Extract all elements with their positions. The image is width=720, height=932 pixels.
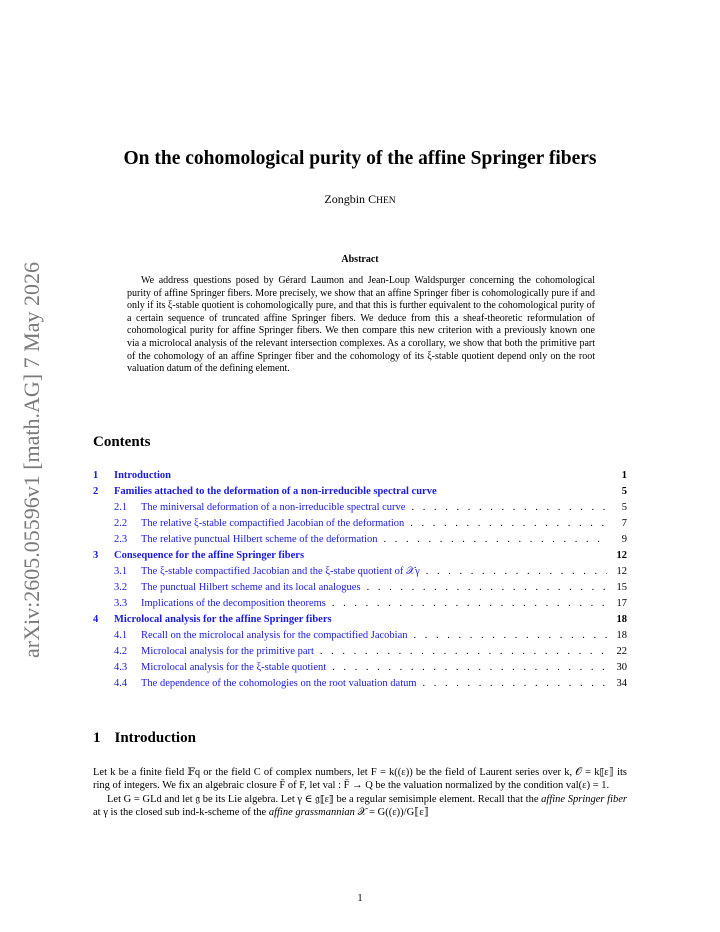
toc-title: Microlocal analysis for the ξ-stable quotient (141, 662, 327, 673)
toc-entry-4-1[interactable] (93, 630, 627, 646)
paper-title: On the cohomological purity of the affine Springer fibers (123, 148, 597, 169)
toc-page: 12 (616, 550, 627, 561)
toc-dots (332, 662, 607, 673)
toc-number: 3 (93, 550, 99, 561)
abstract-text: We address questions posed by Gérard Laumon and Jean-Loup Waldspurger concerning the cohomological purity of affine Springer fibers. More precisely, we show that an affine Springer fiber is cohomologically pure if and only if its ξ-stable quotient is cohomologically pure, and that this is further equivalent to the cohomological purity of a certain sequence of truncated affine Springer fibers. We deduce from this a sheaf-theoretic reformulation of cohomological purity for affine Springer fibers. We then compare this new criterion with a previously known one via a microlocal analysis of the relevant intersection complexes. As a corollary, we show that both the primitive part of the cohomology of an affine Springer fiber and the cohomology of its ξ-stable quotient depend only on the root valuation datum of the defining element. (127, 275, 595, 375)
section-number: 1 (93, 730, 101, 746)
toc-page: 34 (616, 678, 627, 689)
toc-number: 4.3 (114, 662, 128, 673)
toc-title: The miniversal deformation of a non-irreducible spectral curve (141, 502, 406, 513)
body-paragraph-2 (93, 793, 627, 820)
term-affine-grassmannian: affine grassmannian (268, 807, 355, 819)
toc-page: 5 (621, 502, 627, 513)
toc-number: 2 (93, 486, 99, 497)
para2-text-b: at γ is the closed sub ind-k-scheme of the (93, 807, 269, 819)
toc-dots (332, 598, 607, 609)
author-last-rest: HEN (376, 196, 396, 206)
toc-page: 30 (616, 662, 627, 673)
section-title: Introduction (114, 730, 196, 746)
toc-number: 3.2 (114, 582, 128, 593)
toc-page: 17 (616, 598, 627, 609)
toc-title: The relative punctual Hilbert scheme of the deformation (141, 534, 378, 545)
toc-page: 5 (621, 486, 627, 497)
toc-title: Consequence for the affine Springer fibers (114, 550, 305, 561)
toc-dots (383, 534, 607, 545)
contents-heading: Contents (93, 434, 151, 450)
toc-number: 4.4 (114, 678, 128, 689)
toc-dots (367, 582, 607, 593)
toc-title: Families attached to the deformation of a non-irreducible spectral curve (114, 486, 437, 497)
toc-title: Introduction (114, 470, 171, 481)
toc-page: 18 (616, 614, 627, 625)
toc-entry-3-2[interactable] (93, 582, 627, 598)
toc-title: The punctual Hilbert scheme and its local analogues (141, 582, 361, 593)
toc-number: 1 (93, 470, 99, 481)
toc-entry-4[interactable] (93, 614, 627, 630)
toc-entry-3-3[interactable] (93, 598, 627, 614)
toc-title: Microlocal analysis for the primitive part (141, 646, 314, 657)
abstract-heading: Abstract (341, 254, 379, 265)
toc-entry-1[interactable] (93, 470, 627, 486)
toc-number: 2.3 (114, 534, 128, 545)
toc-entry-2-1[interactable] (93, 502, 627, 518)
toc-entry-2-2[interactable] (93, 518, 627, 534)
body-paragraph-1: Let k be a finite field 𝔽q or the field C of complex numbers, let F = k((ε)) be the field of Laurent series over k, 𝒪 = k⟦ε⟧ its ring of integers. We fix an algebraic closure F̄ of F, let val : F̄ → Q be the valuation normalized by the condition val(ε) = 1. (93, 767, 627, 792)
toc-number: 4.1 (114, 630, 128, 641)
toc-dots (411, 502, 607, 513)
term-affine-springer-fiber: affine Springer fiber (541, 793, 627, 805)
toc-page: 1 (621, 470, 627, 481)
toc-number: 3.3 (114, 598, 128, 609)
toc-entry-4-4[interactable] (93, 678, 627, 694)
toc-entry-3-1[interactable] (93, 566, 627, 582)
toc-title: The dependence of the cohomologies on the root valuation datum (141, 678, 417, 689)
toc-number: 2.2 (114, 518, 128, 529)
section-heading (93, 730, 196, 747)
toc-page: 15 (616, 582, 627, 593)
table-of-contents (93, 470, 627, 694)
toc-number: 4.2 (114, 646, 128, 657)
toc-page: 18 (616, 630, 627, 641)
toc-number: 4 (93, 614, 99, 625)
toc-title: Recall on the microlocal analysis for the compactified Jacobian (141, 630, 408, 641)
toc-entry-3[interactable] (93, 550, 627, 566)
section-body (93, 766, 627, 820)
author (0, 192, 720, 207)
toc-dots (410, 518, 607, 529)
author-last-initial: C (368, 192, 377, 206)
toc-dots (423, 678, 607, 689)
toc-entry-4-3[interactable] (93, 662, 627, 678)
toc-page: 12 (616, 566, 627, 577)
toc-title: Microlocal analysis for the affine Springer fibers (114, 614, 332, 625)
toc-dots (413, 630, 607, 641)
toc-dots (426, 566, 607, 577)
toc-page: 7 (621, 518, 627, 529)
toc-number: 3.1 (114, 566, 128, 577)
toc-dots (320, 646, 607, 657)
author-first: Zongbin (324, 192, 369, 206)
page-number: 1 (357, 893, 363, 904)
toc-entry-2-3[interactable] (93, 534, 627, 550)
toc-number: 2.1 (114, 502, 128, 513)
toc-title: The relative ξ-stable compactified Jacobian of the deformation (141, 518, 405, 529)
abstract (127, 275, 595, 376)
para2-text-a: Let G = GLd and let 𝔤 be its Lie algebra. Let γ ∈ 𝔤⟦ε⟧ be a regular semisimple element. Recall that the (107, 793, 542, 805)
toc-entry-2[interactable] (93, 486, 627, 502)
toc-title: Implications of the decomposition theorems (141, 598, 326, 609)
arxiv-stamp: arXiv:2605.05596v1 [math.AG] 7 May 2026 (19, 262, 44, 658)
toc-title: The ξ-stable compactified Jacobian and the ξ-stabe quotient of 𝒳γ (141, 566, 420, 577)
toc-entry-4-2[interactable] (93, 646, 627, 662)
para2-text-c: 𝒳 = G((ε))/G⟦ε⟧ (354, 807, 429, 819)
toc-page: 9 (621, 534, 627, 545)
toc-page: 22 (616, 646, 627, 657)
